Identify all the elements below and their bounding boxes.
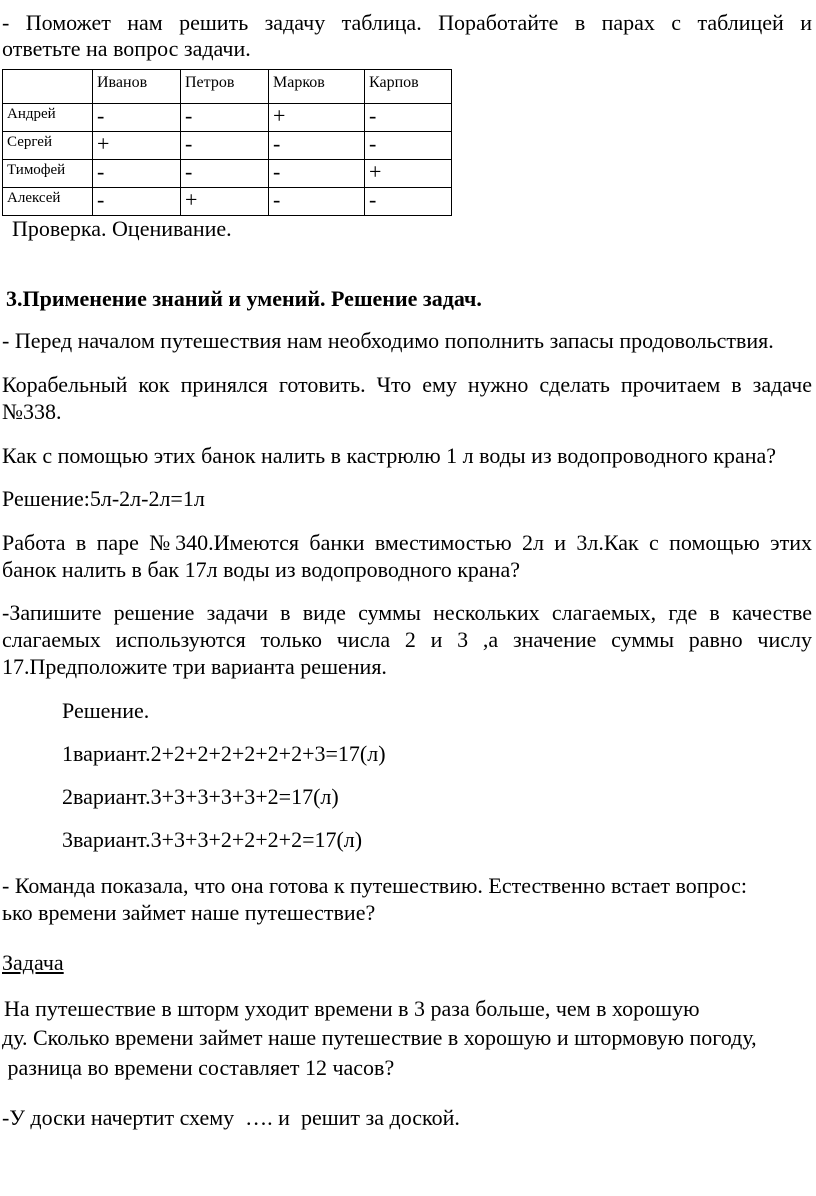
table-cell: +	[269, 104, 365, 132]
paragraph-supplies: - Перед началом путешествия нам необходимо пополнить запасы продовольствия.	[2, 328, 774, 353]
table-header-cell: Карпов	[365, 70, 452, 104]
paragraph-write-3: 17.Предположите три варианта решения.	[2, 654, 387, 679]
paragraph-pair-2: банок налить в бак 17л воды из водопроводного крана?	[2, 557, 520, 582]
table-header-cell: Марков	[269, 70, 365, 104]
row-name: Сергей	[3, 132, 93, 160]
table-cell: -	[181, 104, 269, 132]
table-row	[3, 188, 452, 216]
table-header-cell: Петров	[181, 70, 269, 104]
table-cell: -	[181, 132, 269, 160]
table-cell: -	[181, 160, 269, 188]
table-header-row	[3, 70, 452, 104]
table-cell: -	[365, 132, 452, 160]
task-label: Задача	[2, 950, 64, 975]
table-row	[3, 160, 452, 188]
row-name: Андрей	[3, 104, 93, 132]
table-cell: -	[365, 104, 452, 132]
intro-line-2: ответьте на вопрос задачи.	[2, 36, 251, 61]
paragraph-pair-1: Работа в паре №340.Имеются банки вместимостью 2л и 3л.Как с помощью этих	[2, 530, 812, 555]
table-row	[3, 104, 452, 132]
table-header-cell	[3, 70, 93, 104]
table-cell: +	[93, 132, 181, 160]
table-cell: -	[93, 188, 181, 216]
table-cell: -	[365, 188, 452, 216]
variant-3: 3вариант.3+3+3+2+2+2+2=17(л)	[62, 827, 363, 852]
solution-label: Решение.	[62, 698, 150, 723]
paragraph-task-3: разница во времени составляет 12 часов?	[2, 1055, 395, 1080]
paragraph-task-1: На путешествие в шторм уходит времени в 3 раза больше, чем в хорошую	[4, 996, 700, 1021]
table-cell: -	[93, 104, 181, 132]
table-cell: -	[269, 160, 365, 188]
variant-1: 1вариант.2+2+2+2+2+2+2+3=17(л)	[62, 741, 386, 766]
paragraph-task-2: ду. Сколько времени займет наше путешествие в хорошую и штормовую погоду,	[2, 1025, 757, 1050]
paragraph-cook-2: №338.	[2, 399, 62, 424]
table-cell: +	[365, 160, 452, 188]
row-name: Тимофей	[3, 160, 93, 188]
paragraph-team-1: - Команда показала, что она готова к путешествию. Естественно встает вопрос:	[2, 873, 747, 898]
table-cell: -	[93, 160, 181, 188]
row-name: Алексей	[3, 188, 93, 216]
paragraph-write-2: слагаемых используются только числа 2 и 3 ,а значение суммы равно числу	[2, 627, 812, 652]
paragraph-board: -У доски начертит схему …. и решит за доской.	[2, 1105, 460, 1130]
table-row	[3, 132, 452, 160]
section-3-heading: 3.Применение знаний и умений. Решение задач.	[6, 286, 482, 311]
intro-line-1: - Поможет нам решить задачу таблица. Поработайте в парах с таблицей и	[2, 10, 812, 35]
paragraph-jars: Как с помощью этих банок налить в кастрюлю 1 л воды из водопроводного крана?	[2, 443, 777, 468]
check-text: Проверка. Оценивание.	[12, 216, 232, 241]
variant-2: 2вариант.3+3+3+3+3+2=17(л)	[62, 784, 339, 809]
paragraph-solution: Решение:5л-2л-2л=1л	[2, 486, 205, 511]
logic-table	[2, 69, 452, 216]
paragraph-cook-1: Корабельный кок принялся готовить. Что ему нужно сделать прочитаем в задаче	[2, 372, 812, 397]
table-header-cell: Иванов	[93, 70, 181, 104]
paragraph-write-1: -Запишите решение задачи в виде суммы нескольких слагаемых, где в качестве	[2, 600, 812, 625]
table-cell: -	[269, 188, 365, 216]
table-cell: +	[181, 188, 269, 216]
paragraph-team-2: ько времени займет наше путешествие?	[2, 900, 376, 925]
table-cell: -	[269, 132, 365, 160]
